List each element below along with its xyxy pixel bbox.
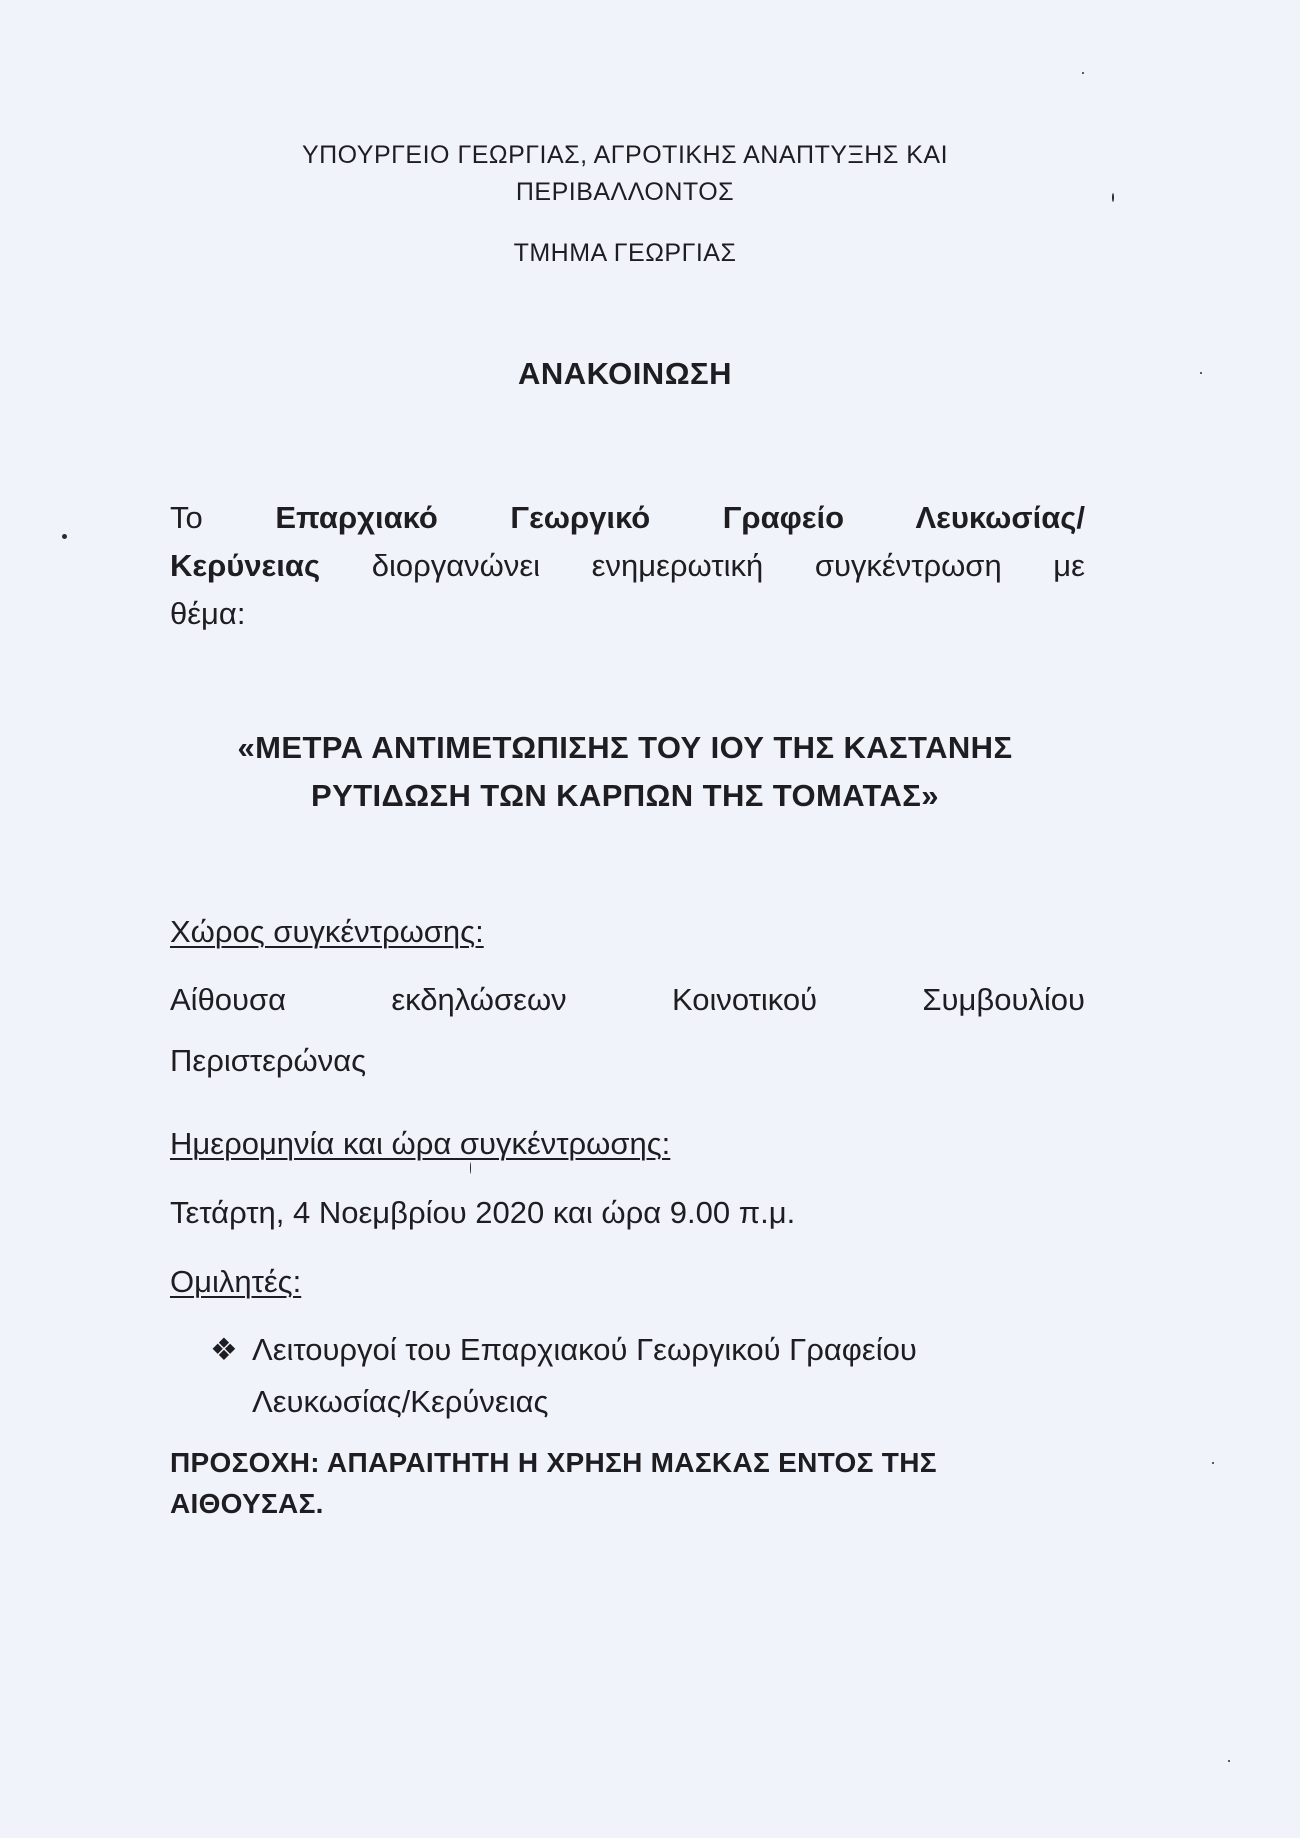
venue-line1 [170,982,1085,1018]
venue-label: Χώρος συγκέντρωσης: [170,914,484,949]
office-name-line1: Επαρχιακό Γεωργικό Γραφείο Λευκωσίας/ [275,500,1085,535]
intro-line2 [170,546,1085,586]
scan-speck [1212,1462,1214,1464]
warning-line1: ΠΡΟΣΟΧΗ: ΑΠΑΡΑΙΤΗΤΗ Η ΧΡΗΣΗ ΜΑΣΚΑΣ ΕΝΤΟΣ ΤΗΣ [170,1447,937,1478]
warning-line2: ΑΙΘΟΥΣΑΣ. [170,1488,324,1519]
office-name-line2: Κερύνειας [170,548,321,583]
scan-speck [1112,193,1114,202]
scan-speck [1228,1760,1230,1762]
ministry-name-line1: ΥΠΟΥΡΓΕΙΟ ΓΕΩΡΓΙΑΣ, ΑΓΡΟΤΙΚΗΣ ΑΝΑΠΤΥΞΗΣ ΚΑΙ [301,141,949,169]
venue-line2: Περιστερώνας [170,1043,367,1078]
scan-speck [1082,72,1084,74]
scan-speck [62,534,67,539]
scan-speck [470,1162,471,1174]
ministry-name-line2: ΠΕΡΙΒΑΛΛΟΝΤΟΣ [515,178,735,206]
datetime-label: Ημερομηνία και ώρα συγκέντρωσης: [170,1126,671,1161]
subject-line2: ΡΥΤΙΔΩΣΗ ΤΩΝ ΚΑΡΠΩΝ ΤΗΣ ΤΟΜΑΤΑΣ» [311,778,939,813]
venue-word: Αίθουσα [170,982,287,1017]
subject-line1: «ΜΕΤΡΑ ΑΝΤΙΜΕΤΩΠΙΣΗΣ ΤΟΥ ΙΟΥ ΤΗΣ ΚΑΣΤΑΝΗΣ [237,730,1013,765]
venue-word: εκδηλώσεων [391,982,567,1017]
document-title: ΑΝΑΚΟΙΝΩΣΗ [517,356,733,391]
scan-speck [1200,372,1202,374]
department-name: ΤΜΗΜΑ ΓΕΩΡΓΙΑΣ [513,239,737,267]
venue-word: Κοινοτικού [671,982,818,1017]
datetime-value: Τετάρτη, 4 Νοεμβρίου 2020 και ώρα 9.00 π.μ. [170,1195,796,1230]
speaker-line1: Λειτουργοί του Επαρχιακού Γεωργικού Γραφείου [252,1332,917,1367]
intro-line3: θέμα: [170,596,246,631]
intro-text-line2: διοργανώνει ενημερωτική συγκέντρωση με [371,548,1085,583]
intro-line1 [170,498,1085,538]
speaker-line2: Λευκωσίας/Κερύνειας [252,1384,549,1419]
venue-word: Συμβουλίου [922,982,1085,1017]
intro-to: Το [170,500,203,535]
speakers-label: Ομιλητές: [170,1264,302,1299]
diamond-bullet-icon: ❖ [210,1332,238,1367]
